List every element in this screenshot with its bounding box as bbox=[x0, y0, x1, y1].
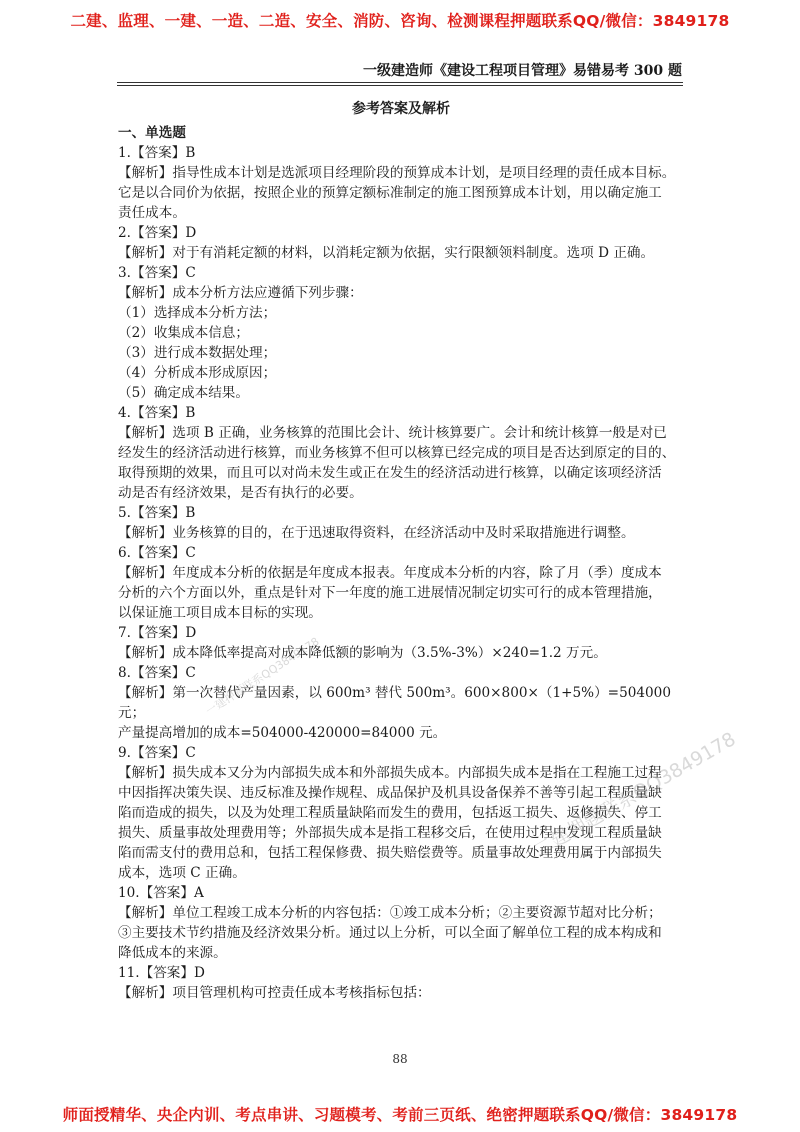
text-line: 产量提高增加的成本=504000-420000=84000 元。 bbox=[118, 725, 447, 741]
header-rule bbox=[117, 82, 683, 83]
text-line: 陷而造成的损失，以及为处理工程质量缺陷而发生的费用，包括返工损失、返修损失、停工 bbox=[118, 805, 662, 821]
text-line: 【解析】损失成本又分为内部损失成本和外部损失成本。内部损失成本是指在工程施工过程 bbox=[118, 765, 662, 781]
text-line: 【解析】年度成本分析的依据是年度成本报表。年度成本分析的内容，除了月（季）度成本 bbox=[118, 565, 662, 581]
text-line: 【解析】单位工程竣工成本分析的内容包括：①竣工成本分析；②主要资源节超对比分析； bbox=[118, 905, 662, 921]
watermark: 一建押题联系QQ3849178 bbox=[203, 634, 322, 718]
text-line: ③主要技术节约措施及经济效果分析。通过以上分析，可以全面了解单位工程的成本构成和 bbox=[118, 925, 662, 941]
text-line: 【解析】对于有消耗定额的材料，以消耗定额为依据，实行限额领料制度。选项 D 正确。 bbox=[118, 245, 655, 261]
running-header: 一级建造师《建设工程项目管理》易错易考 300 题 bbox=[363, 63, 682, 79]
text-line: 6.【答案】C bbox=[118, 545, 196, 561]
text-line: 损失、质量事故处理费用等；外部损失成本是指工程移交后，在使用过程中发现工程质量缺 bbox=[118, 825, 662, 841]
section-title: 参考答案及解析 bbox=[352, 101, 450, 117]
text-line: 责任成本。 bbox=[118, 205, 186, 221]
page-body bbox=[118, 96, 684, 1003]
text-line: 【解析】成本分析方法应遵循下列步骤： bbox=[118, 285, 363, 301]
text-line: 【解析】指导性成本计划是选派项目经理阶段的预算成本计划，是项目经理的责任成本目标。 bbox=[118, 165, 676, 181]
part-heading: 一、单选题 bbox=[118, 125, 186, 141]
text-line: 9.【答案】C bbox=[118, 745, 196, 761]
text-line: 它是以合同价为依据，按照企业的预算定额标准制定的施工图预算成本计划，用以确定施工 bbox=[118, 185, 662, 201]
text-line: （2）收集成本信息； bbox=[118, 325, 249, 341]
text-line: 【解析】第一次替代产量因素，以 600m³ 替代 500m³。600×800×（1+5%）=504000 元； bbox=[118, 685, 671, 721]
watermark: 二建押题联系QQ3849178 bbox=[530, 728, 740, 862]
text-line: 4.【答案】B bbox=[118, 405, 196, 421]
text-line: 【解析】成本降低率提高对成本降低额的影响为（3.5%-3%）×240=1.2 万元。 bbox=[118, 645, 607, 661]
text-line: 【解析】业务核算的目的，在于迅速取得资料，在经济活动中及时采取措施进行调整。 bbox=[118, 525, 635, 541]
text-line: （5）确定成本结果。 bbox=[118, 385, 249, 401]
text-line: 3.【答案】C bbox=[118, 265, 196, 281]
text-line: 以保证施工项目成本目标的实现。 bbox=[118, 605, 322, 621]
text-line: 【解析】项目管理机构可控责任成本考核指标包括： bbox=[118, 985, 431, 1001]
text-line: 成本，选项 C 正确。 bbox=[118, 865, 246, 881]
top-banner: 二建、监理、一建、一造、二造、安全、消防、咨询、检测课程押题联系QQ/微信：3849178 bbox=[70, 12, 730, 30]
text-line: 11.【答案】D bbox=[118, 965, 205, 981]
header-rule-thin bbox=[117, 85, 683, 86]
text-line: 7.【答案】D bbox=[118, 625, 197, 641]
text-line: 降低成本的来源。 bbox=[118, 945, 227, 961]
answer-lines bbox=[118, 143, 684, 1003]
text-line: 2.【答案】D bbox=[118, 225, 197, 241]
text-line: 10.【答案】A bbox=[118, 885, 204, 901]
text-line: 分析的六个方面以外，重点是针对下一年度的施工进展情况制定切实可行的成本管理措施， bbox=[118, 585, 662, 601]
bottom-banner: 师面授精华、央企内训、考点串讲、习题模考、考前三页纸、绝密押题联系QQ/微信：3849178 bbox=[62, 1106, 738, 1124]
text-line: 取得预期的效果，而且可以对尚未发生或正在发生的经济活动进行核算，以确定该项经济活 bbox=[118, 465, 662, 481]
text-line: （1）选择成本分析方法； bbox=[118, 305, 277, 321]
text-line: 【解析】选项 B 正确，业务核算的范围比会计、统计核算要广。会计和统计核算一般是对已 bbox=[118, 425, 667, 441]
text-line: 经发生的经济活动进行核算，而业务核算不但可以核算已经完成的项目是否达到原定的目的、 bbox=[118, 445, 676, 461]
text-line: （3）进行成本数据处理； bbox=[118, 345, 277, 361]
text-line: 8.【答案】C bbox=[118, 665, 196, 681]
text-line: 1.【答案】B bbox=[118, 145, 196, 161]
page-number: 88 bbox=[392, 1052, 408, 1066]
text-line: （4）分析成本形成原因； bbox=[118, 365, 277, 381]
text-line: 动是否有经济效果，是否有执行的必要。 bbox=[118, 485, 363, 501]
text-line: 中因指挥决策失误、违反标准及操作规程、成品保护及机具设备保养不善等引起工程质量缺 bbox=[118, 785, 662, 801]
text-line: 5.【答案】B bbox=[118, 505, 196, 521]
text-line: 陷而需支付的费用总和，包括工程保修费、损失赔偿费等。质量事故处理费用属于内部损失 bbox=[118, 845, 662, 861]
